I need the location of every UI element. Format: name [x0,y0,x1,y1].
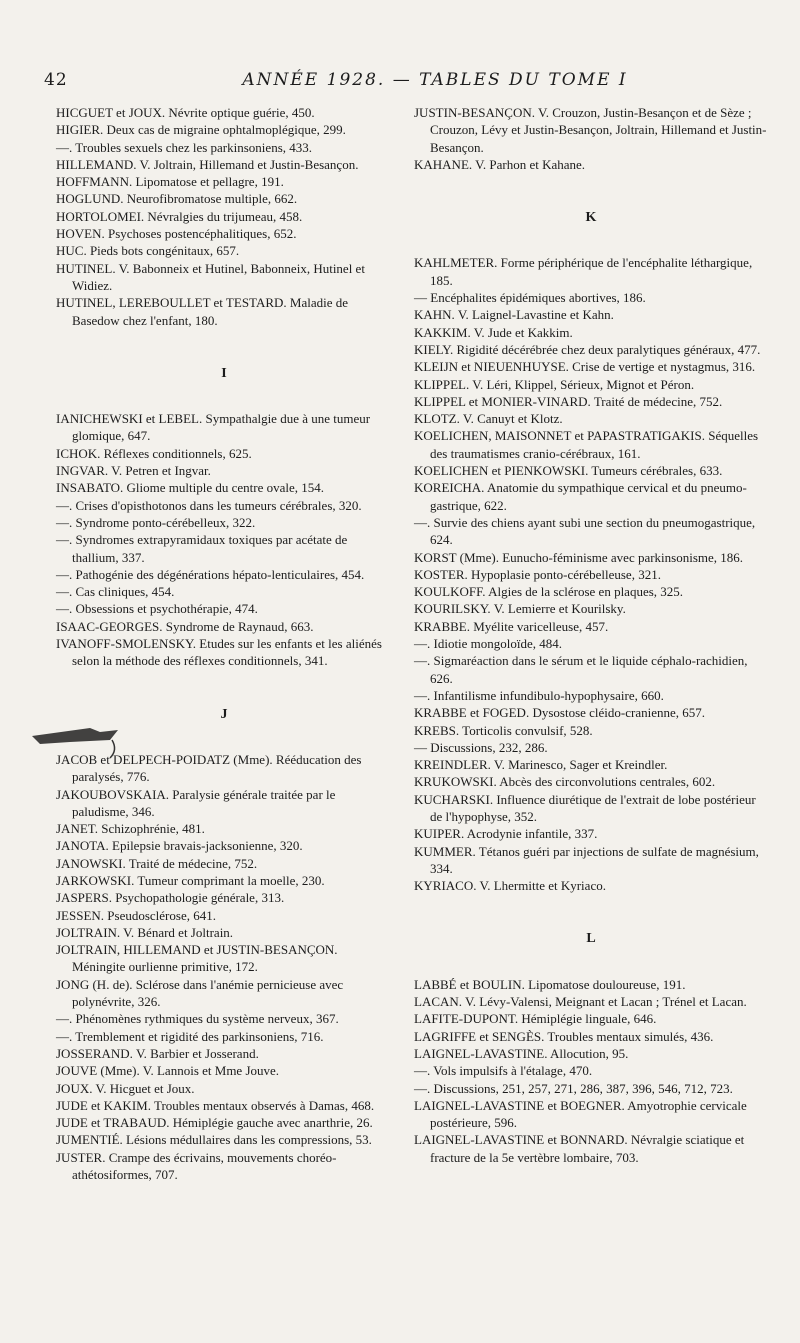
index-entry: —. Cas cliniques, 454. [56,584,175,600]
section-letter: K [585,210,597,226]
index-entry: — Discussions, 232, 286. [414,739,548,755]
index-entry: JUDE et KAKIM. Troubles mentaux observés à Damas, 468. [56,1097,375,1113]
index-entry: LAIGNEL-LAVASTINE. Allocution, 95. [414,1045,629,1061]
index-entry: JONG (H. de). Sclérose dans l'anémie pernicieuse avec polynévrite, 326. [56,976,344,1010]
index-entry: KREINDLER. V. Marinesco, Sager et Kreindler. [414,757,668,773]
index-entry: JUMENTIÉ. Lésions médullaires dans les compressions, 53. [56,1132,372,1148]
index-entry: —. Pathogénie des dégénérations hépato-lenticulaires, 454. [56,566,365,582]
index-entry: LAIGNEL-LAVASTINE et BOEGNER. Amyotrophie cervicale postérieure, 596. [414,1097,747,1131]
section-letter: J [220,706,228,722]
index-entry: KOSTER. Hypoplasie ponto-cérébelleuse, 321. [414,566,661,582]
index-entry: JARKOWSKI. Tumeur comprimant la moelle, 230. [56,872,325,888]
index-entry: —. Phénomènes rythmiques du système nerveux, 367. [56,1011,339,1027]
index-entry: KUCHARSKI. Influence diurétique de l'extrait de lobe postérieur de l'hypophyse, 352. [414,791,756,824]
index-entry: LAIGNEL-LAVASTINE et BONNARD. Névralgie sciatique et fracture de la 5e vertèbre lombaire, 703. [414,1132,745,1165]
index-entry: JACOB et DELPECH-POIDATZ (Mme). Rééducation des paralysés, 776. [56,751,362,785]
index-entry: HUTINEL. V. Babonneix et Hutinel, Babonneix, Hutinel et Widiez. [56,260,365,293]
index-entry: KRUKOWSKI. Abcès des circonvolutions centrales, 602. [414,774,716,790]
index-entry: —. Obsessions et psychothérapie, 474. [56,601,258,617]
index-entry: KIELY. Rigidité décérébrée chez deux paralytiques généraux, 477. [414,341,761,357]
index-entry: KLOTZ. V. Canuyt et Klotz. [414,411,563,427]
index-entry: KAHANE. V. Parhon et Kahane. [414,156,586,172]
index-entry: KOREICHA. Anatomie du sympathique cervical et du pneumo-gastrique, 622. [414,480,747,513]
index-entry: KAKKIM. V. Jude et Kakkim. [414,324,573,340]
index-entry: —. Crises d'opisthotonos dans les tumeurs cérébrales, 320. [56,497,362,513]
index-entry: KLIPPEL et MONIER-VINARD. Traité de médecine, 752. [414,393,723,409]
index-entry: JASPERS. Psychopathologie générale, 313. [56,890,285,906]
index-entry: JUSTER. Crampe des écrivains, mouvements choréo-athétosiformes, 707. [56,1149,337,1183]
index-entry: HUTINEL, LEREBOULLET et TESTARD. Maladie de Basedow chez l'enfant, 180. [56,295,349,328]
index-entry: JOUVE (Mme). V. Lannois et Mme Jouve. [56,1063,280,1079]
index-column-left [56,104,392,1183]
index-entry: —. Idiotie mongoloïde, 484. [414,636,563,652]
section-letter: L [586,931,596,947]
index-entry: JESSEN. Pseudosclérose, 641. [56,907,216,923]
page-number: 42 [44,70,68,90]
index-entry: JOSSERAND. V. Barbier et Josserand. [56,1045,259,1061]
index-entry: JOLTRAIN, HILLEMAND et JUSTIN-BESANÇON. Méningite ourlienne primitive, 172. [56,942,338,975]
index-entry: —. Survie des chiens ayant subi une section du pneumogastrique, 624. [414,514,756,548]
index-entry: HICGUET et JOUX. Névrite optique guérie, 450. [56,105,315,120]
index-entry: IANICHEWSKI et LEBEL. Sympathalgie due à une tumeur glomique, 647. [56,411,371,444]
index-entry: KUMMER. Tétanos guéri par injections de sulfate de magnésium, 334. [414,843,759,876]
index-entry: HILLEMAND. V. Joltrain, Hillemand et Justin-Besançon. [56,156,359,172]
index-entry: KUIPER. Acrodynie infantile, 337. [414,826,598,842]
index-entry: JANET. Schizophrénie, 481. [56,821,205,837]
index-entry: LAFITE-DUPONT. Hémiplégie linguale, 646. [414,1011,657,1027]
index-entry: HORTOLOMEI. Névralgies du trijumeau, 458. [56,208,303,224]
index-entry: JANOWSKI. Traité de médecine, 752. [56,855,258,871]
index-entry: JANOTA. Epilepsie bravais-jacksonienne, 320. [56,838,303,854]
index-entry: HOVEN. Psychoses postencéphalitiques, 652. [56,226,297,242]
index-entry: —. Discussions, 251, 257, 271, 286, 387, 396, 546, 712, 723. [414,1080,733,1096]
index-entry: —. Sigmaréaction dans le sérum et le liquide céphalo-rachidien, 626. [414,653,748,686]
index-entry: INSABATO. Gliome multiple du centre ovale, 154. [56,480,325,496]
index-entry: KORST (Mme). Eunucho-féminisme avec parkinsonisme, 186. [414,549,744,565]
index-entry: KREBS. Torticolis convulsif, 528. [414,722,593,738]
index-entry: KRABBE. Myélite varicelleuse, 457. [414,618,609,634]
index-entry: — Encéphalites épidémiques abortives, 186. [414,290,646,306]
index-entry: —. Infantilisme infundibulo-hypophysaire, 660. [414,687,664,703]
index-entry: ISAAC-GEORGES. Syndrome de Raynaud, 663. [56,618,314,634]
index-entry: HOGLUND. Neurofibromatose multiple, 662. [56,191,298,207]
index-entry: JOLTRAIN. V. Bénard et Joltrain. [56,924,234,940]
index-entry: HIGIER. Deux cas de migraine ophtalmoplégique, 299. [56,122,346,138]
index-entry: —. Troubles sexuels chez les parkinsoniens, 433. [56,139,313,155]
index-entry: HUC. Pieds bots congénitaux, 657. [56,243,240,259]
index-entry: KAHN. V. Laignel-Lavastine et Kahn. [414,307,614,323]
index-entry: HOFFMANN. Lipomatose et pellagre, 191. [56,174,284,190]
index-entry: INGVAR. V. Petren et Ingvar. [56,463,211,479]
index-entry: IVANOFF-SMOLENSKY. Etudes sur les enfants et les aliénés selon la méthode des réflexes conditionnels, 341. [56,636,382,669]
index-entry: KLEIJN et NIEUENHUYSE. Crise de vertige et nystagmus, 316. [414,359,756,375]
index-entry: KOELICHEN et PIENKOWSKI. Tumeurs cérébrales, 633. [414,463,723,479]
ink-smudge-mark [30,722,120,762]
index-entry: —. Vols impulsifs à l'étalage, 470. [414,1063,593,1079]
index-entry: —. Tremblement et rigidité des parkinsoniens, 716. [56,1028,324,1044]
index-entry: —. Syndrome ponto-cérébelleux, 322. [56,514,256,530]
index-entry: JAKOUBOVSKAIA. Paralysie générale traitée par le paludisme, 346. [56,786,336,819]
index-entry: KYRIACO. V. Lhermitte et Kyriaco. [414,878,606,894]
index-entry: KRABBE et FOGED. Dysostose cléido-cranienne, 657. [414,705,706,721]
index-column-right [414,104,768,1166]
section-letter: I [221,365,227,381]
index-entry: JOUX. V. Hicguet et Joux. [56,1080,195,1096]
index-entry: KLIPPEL. V. Léri, Klippel, Sérieux, Mignot et Péron. [414,376,695,392]
index-entry: JUDE et TRABAUD. Hémiplégie gauche avec anarthrie, 26. [56,1115,373,1131]
index-entry: KOURILSKY. V. Lemierre et Kourilsky. [414,601,626,617]
index-entry: KOULKOFF. Algies de la sclérose en plaques, 325. [414,584,684,600]
index-entry: JUSTIN-BESANÇON. V. Crouzon, Justin-Besançon et de Sèze ; Crouzon, Lévy et Justin-Besançon, Joltrain, Hillemand et Justin-Besançon. [414,105,767,155]
index-entry: —. Syndromes extrapyramidaux toxiques par acétate de thallium, 337. [56,532,348,565]
index-entry: LACAN. V. Lévy-Valensi, Meignant et Lacan ; Trénel et Lacan. [414,994,747,1010]
index-entry: LAGRIFFE et SENGÈS. Troubles mentaux simulés, 436. [414,1028,714,1044]
index-entry: LABBÉ et BOULIN. Lipomatose douloureuse, 191. [414,976,686,992]
index-entry: KAHLMETER. Forme périphérique de l'encéphalite léthargique, 185. [414,255,753,288]
running-title: ANNÉE 1928. — TABLES DU TOME I [242,70,628,90]
index-entry: ICHOK. Réflexes conditionnels, 625. [56,445,252,461]
index-entry: KOELICHEN, MAISONNET et PAPASTRATIGAKIS. Séquelles des traumatismes cranio-cérébraux, 161. [414,428,759,461]
